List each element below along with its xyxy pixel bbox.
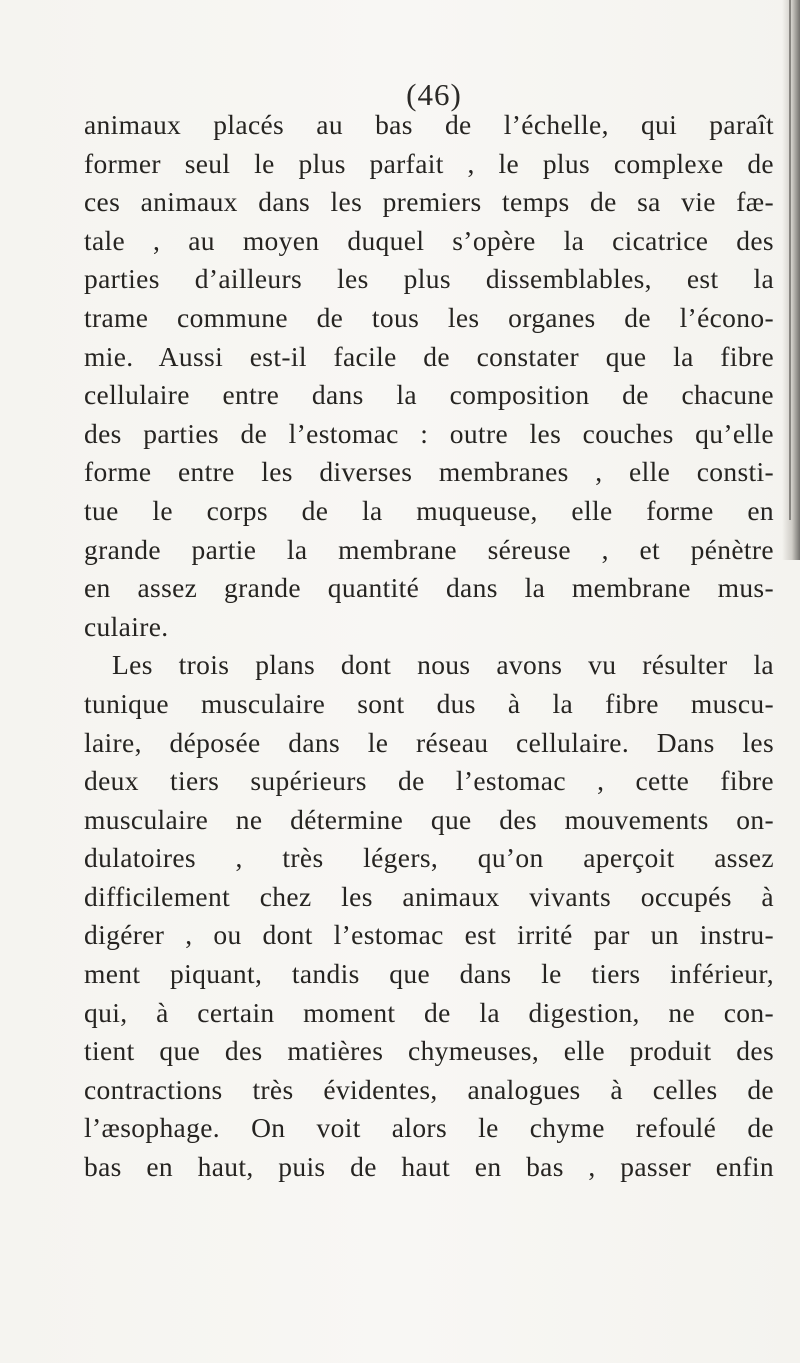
text-line: Les trois plans dont nous avons vu résulter la bbox=[112, 649, 774, 681]
text-line: forme entre les diverses membranes , elle consti- bbox=[84, 456, 774, 488]
page-number: (46) bbox=[406, 77, 462, 112]
text-line: tale , au moyen duquel s’opère la cicatrice des bbox=[84, 224, 774, 256]
text-line: musculaire ne détermine que des mouvements on- bbox=[84, 803, 774, 835]
text-line: qui, à certain moment de la digestion, ne con- bbox=[84, 996, 774, 1028]
text-line: parties d’ailleurs les plus dissemblables, est la bbox=[84, 263, 774, 295]
text-line: dulatoires , très légers, qu’on aperçoit assez bbox=[84, 842, 774, 874]
text-line: ces animaux dans les premiers temps de sa vie fæ- bbox=[84, 186, 774, 218]
text-line: des parties de l’estomac : outre les couches qu’elle bbox=[84, 417, 774, 449]
text-line: deux tiers supérieurs de l’estomac , cette fibre bbox=[84, 765, 774, 797]
text-line: grande partie la membrane séreuse , et pénètre bbox=[84, 533, 774, 565]
text-line: cellulaire entre dans la composition de chacune bbox=[84, 379, 774, 411]
text-line: laire, déposée dans le réseau cellulaire. Dans les bbox=[84, 726, 774, 758]
text-line: ment piquant, tandis que dans le tiers inférieur, bbox=[84, 958, 774, 990]
text-line: en assez grande quantité dans la membrane mus- bbox=[84, 572, 774, 604]
text-line: former seul le plus parfait , le plus complexe de bbox=[84, 147, 774, 179]
text-line: tient que des matières chymeuses, elle produit des bbox=[84, 1035, 774, 1067]
text-line: bas en haut, puis de haut en bas , passer enfin bbox=[84, 1151, 774, 1183]
page-edge-line bbox=[789, 0, 791, 520]
text-line: tunique musculaire sont dus à la fibre muscu- bbox=[84, 687, 774, 719]
text-line: tue le corps de la muqueuse, elle forme en bbox=[84, 494, 774, 526]
text-line: animaux placés au bas de l’échelle, qui paraît bbox=[84, 109, 774, 140]
text-line: digérer , ou dont l’estomac est irrité par un instru- bbox=[84, 919, 774, 951]
text-line: l’æsophage. On voit alors le chyme refoulé de bbox=[84, 1112, 774, 1144]
text-line: culaire. bbox=[84, 610, 169, 642]
text-line: difficilement chez les animaux vivants occupés à bbox=[84, 880, 774, 912]
text-line: contractions très évidentes, analogues à celles de bbox=[84, 1073, 774, 1105]
body-text bbox=[84, 106, 774, 1187]
text-line: trame commune de tous les organes de l’écono- bbox=[84, 301, 774, 333]
text-line: mie. Aussi est-il facile de constater que la fibre bbox=[84, 340, 774, 372]
